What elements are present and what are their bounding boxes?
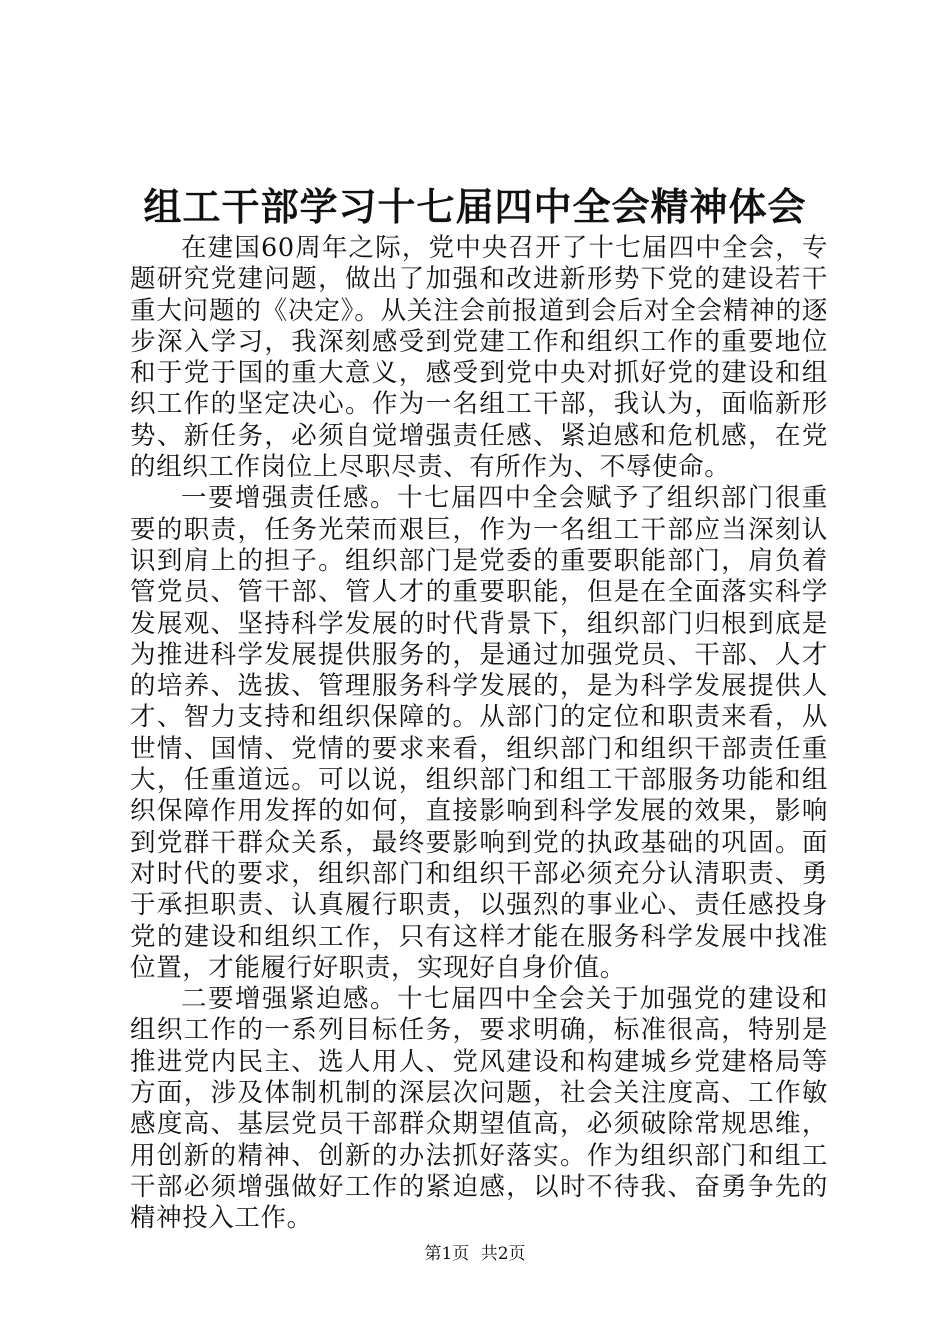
- paragraph-urgency: 二要增强紧迫感。十七届四中全会关于加强党的建设和组织工作的一系列目标任务，要求明确，标准很高，特别是推进党内民主、选人用人、党风建设和构建城乡党建格局等方面，涉及体制机制的深层次问题，社会关注度高、工作敏感度高、基层党员干部群众期望值高，必须破除常规思维，用创新的精神、创新的办法抓好落实。作为组织部门和组工干部必须增强做好工作的紧迫感，以时不待我、奋勇争先的精神投入工作。: [130, 984, 828, 1234]
- document-title: 组工干部学习十七届四中全会精神体会: [143, 184, 807, 229]
- document-body: [130, 233, 828, 1235]
- page-footer: [0, 1242, 950, 1266]
- page-total: 共2页: [480, 1244, 526, 1264]
- paragraph-intro: 在建国60周年之际，党中央召开了十七届四中全会，专题研究党建问题，做出了加强和改进新形势下党的建设若干重大问题的《决定》。从关注会前报道到会后对全会精神的逐步深入学习，我深刻感受到党建工作和组织工作的重要地位和于党于国的重大意义，感受到党中央对抓好党的建设和组织工作的坚定决心。作为一名组工干部，我认为，面临新形势、新任务，必须自觉增强责任感、紧迫感和危机感，在党的组织工作岗位上尽职尽责、有所作为、不辱使命。: [130, 233, 828, 483]
- paragraph-responsibility: 一要增强责任感。十七届四中全会赋予了组织部门很重要的职责，任务光荣而艰巨，作为一名组工干部应当深刻认识到肩上的担子。组织部门是党委的重要职能部门，肩负着管党员、管干部、管人才的重要职能，但是在全面落实科学发展观、坚持科学发展的时代背景下，组织部门归根到底是为推进科学发展提供服务的，是通过加强党员、干部、人才的培养、选拔、管理服务科学发展的，是为科学发展提供人才、智力支持和组织保障的。从部门的定位和职责来看，从世情、国情、党情的要求来看，组织部门和组织干部责任重大，任重道远。可以说，组织部门和组工干部服务功能和组织保障作用发挥的如何，直接影响到科学发展的效果，影响到党群干群众关系，最终要影响到党的执政基础的巩固。面对时代的要求，组织部门和组织干部必须充分认清职责、勇于承担职责、认真履行职责，以强烈的事业心、责任感投身党的建设和组织工作，只有这样才能在服务科学发展中找准位置，才能履行好职责，实现好自身价值。: [130, 483, 828, 983]
- page-number: 第1页: [424, 1244, 470, 1264]
